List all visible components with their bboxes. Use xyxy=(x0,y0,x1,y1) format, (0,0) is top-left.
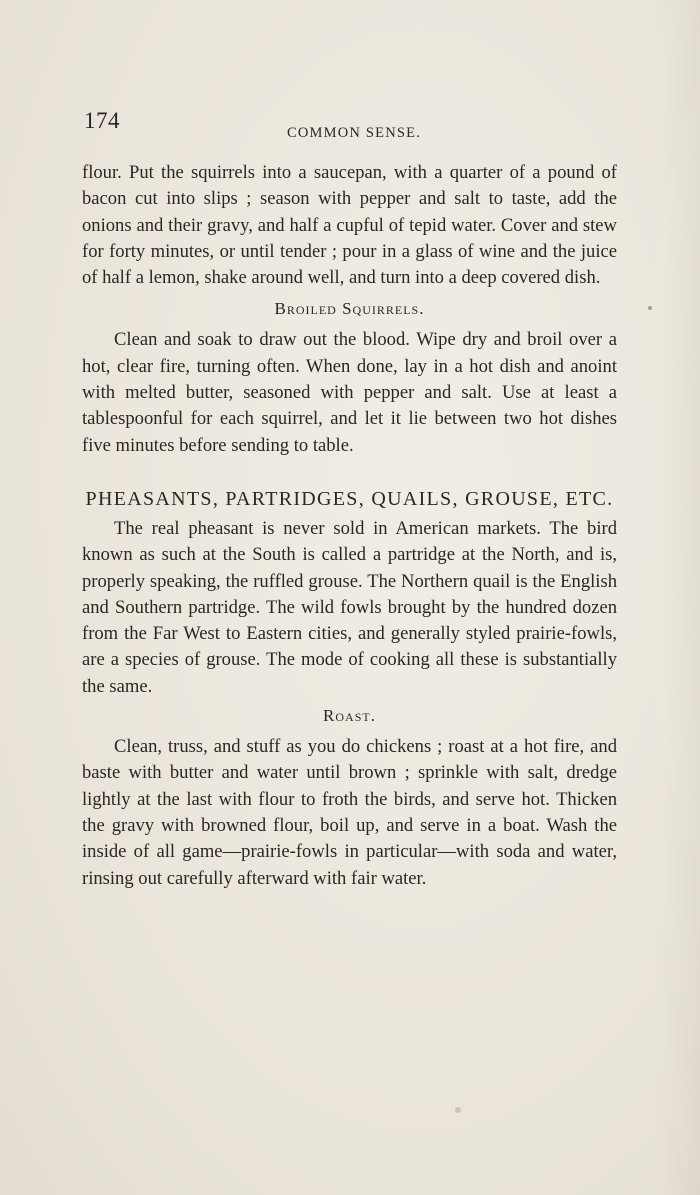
broiled-squirrels-heading: Broiled Squirrels. xyxy=(274,299,425,319)
page-number: 174 xyxy=(84,108,120,133)
paper-fleck xyxy=(648,306,652,310)
page-header xyxy=(84,108,614,148)
page-edge-shadow xyxy=(660,0,700,1195)
intro-paragraph: flour. Put the squirrels into a saucepan, with a quarter of a pound of bacon cut into slips ; season with pepper and salt to taste, add the onions and their gravy, and half a cupful of tepid water. Cover and stew for forty minutes, or until tender ; pour in a glass of wine and the juice of half a lemon, shake around well, and turn into a deep covered dish. xyxy=(82,162,617,289)
running-head: COMMON SENSE. xyxy=(287,125,422,141)
paper-fleck xyxy=(455,1107,461,1113)
page-body xyxy=(82,160,617,892)
pheasant-paragraph: The real pheasant is never sold in American markets. The bird known as such at the South is called a partridge at the North, and is, properly speaking, the ruffled grouse. The Northern quail is the English and Southern partridge. The wild fowls brought by the hundred dozen from the Far West to Eastern cities, and generally styled prairie-fowls, are a species of grouse. The mode of cooking all these is substantially the same. xyxy=(82,517,617,697)
section-title: PHEASANTS, PARTRIDGES, QUAILS, GROUSE, ETC. xyxy=(85,487,614,510)
roast-paragraph: Clean, truss, and stuff as you do chickens ; roast at a hot fire, and baste with butter and water until brown ; sprinkle with salt, dredge lightly at the last with flour to froth the birds, and serve hot. Thicken the gravy with browned flour, boil up, and serve in a boat. Wash the inside of all game—prairie-fowls in particular—with soda and water, rinsing out carefully afterward with fair water. xyxy=(82,736,617,889)
broiled-squirrels-paragraph: Clean and soak to draw out the blood. Wipe dry and broil over a hot, clear fire, turning often. When done, lay in a hot dish and anoint with melted butter, seasoned with pepper and salt. Use at least a tablespoonful for each squirrel, and let it lie between two hot dishes five minutes before sending to table. xyxy=(82,329,617,456)
roast-heading: Roast. xyxy=(323,706,376,726)
